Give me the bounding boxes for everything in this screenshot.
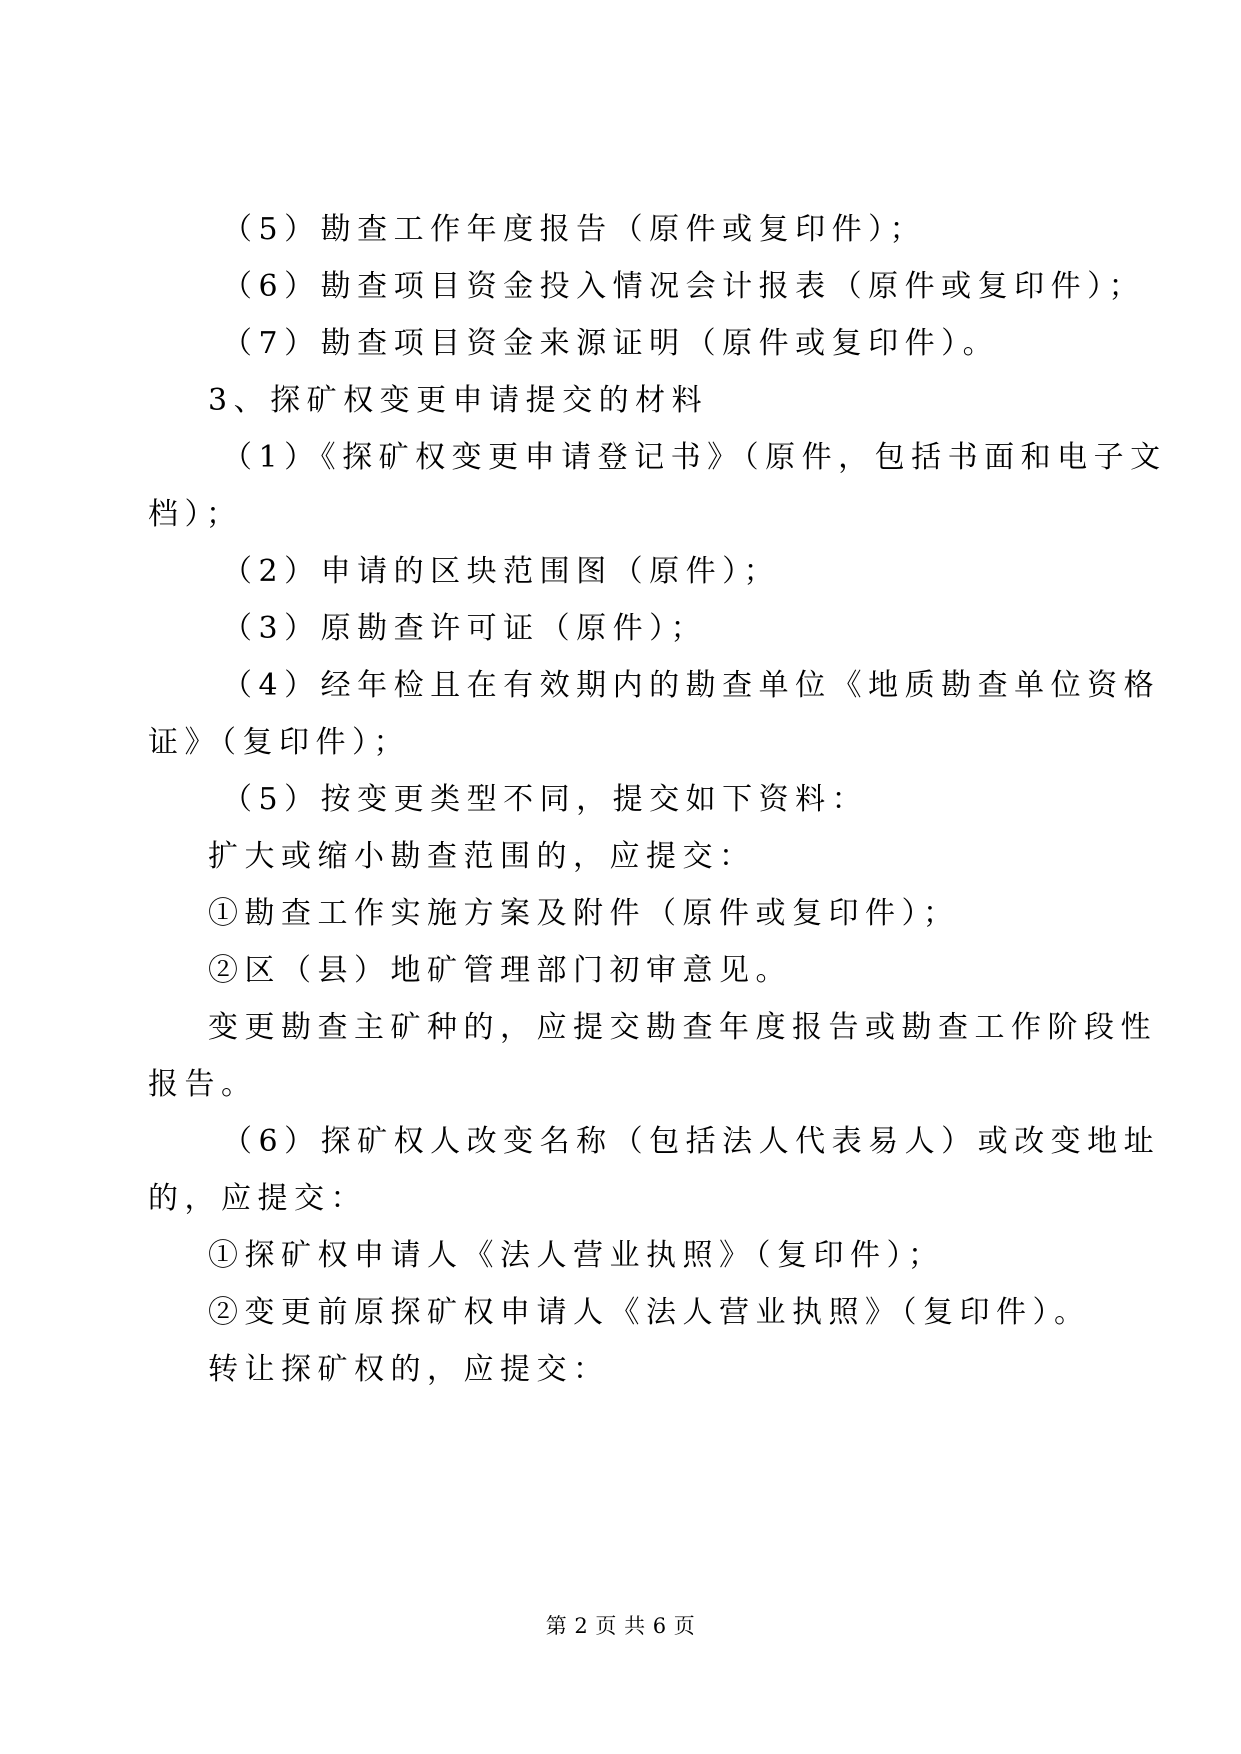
section-3-heading: 3、探矿权变更申请提交的材料 — [208, 383, 709, 418]
name-change-item-2: ②变更前原探矿权申请人《法人营业执照》（复印件）。 — [208, 1295, 1091, 1330]
change-item-2-block-map: （2）申请的区块范围图（原件）； — [222, 554, 781, 589]
change-item-3-original-license: （3）原勘查许可证（原件）； — [222, 611, 708, 646]
change-item-1-line-1: （1）《探矿权变更申请登记书》（原件，包括书面和电子文 — [222, 440, 1167, 475]
change-item-1-line-2: 档）； — [148, 497, 243, 532]
item-7-fund-source-proof: （7）勘查项目资金来源证明（原件或复印件）。 — [222, 326, 1000, 361]
change-item-5-by-type: （5）按变更类型不同，提交如下资料： — [222, 782, 869, 817]
page-number-footer: 第 2 页 共 6 页 — [545, 1614, 696, 1638]
change-item-6-line-2: 的，应提交： — [148, 1181, 367, 1216]
scope-change-item-1: ①勘查工作实施方案及附件（原件或复印件）； — [208, 896, 960, 931]
mineral-change-line-1: 变更勘查主矿种的，应提交勘查年度报告或勘查工作阶段性 — [208, 1010, 1157, 1045]
change-item-4-line-2: 证》（复印件）； — [148, 725, 410, 760]
change-item-6-line-1: （6）探矿权人改变名称（包括法人代表易人）或改变地址 — [222, 1124, 1161, 1159]
change-item-4-line-1: （4）经年检且在有效期内的勘查单位《地质勘查单位资格 — [222, 668, 1161, 703]
mineral-change-line-2: 报告。 — [148, 1067, 258, 1102]
scope-change-heading: 扩大或缩小勘查范围的，应提交： — [208, 839, 756, 874]
item-6-fund-investment-report: （6）勘查项目资金投入情况会计报表（原件或复印件）； — [222, 269, 1146, 304]
scope-change-item-2: ②区（县）地矿管理部门初审意见。 — [208, 953, 792, 988]
transfer-heading: 转让探矿权的，应提交： — [208, 1352, 610, 1387]
name-change-item-1: ①探矿权申请人《法人营业执照》（复印件）； — [208, 1238, 945, 1273]
item-5-annual-report: （5）勘查工作年度报告（原件或复印件）； — [222, 212, 927, 247]
